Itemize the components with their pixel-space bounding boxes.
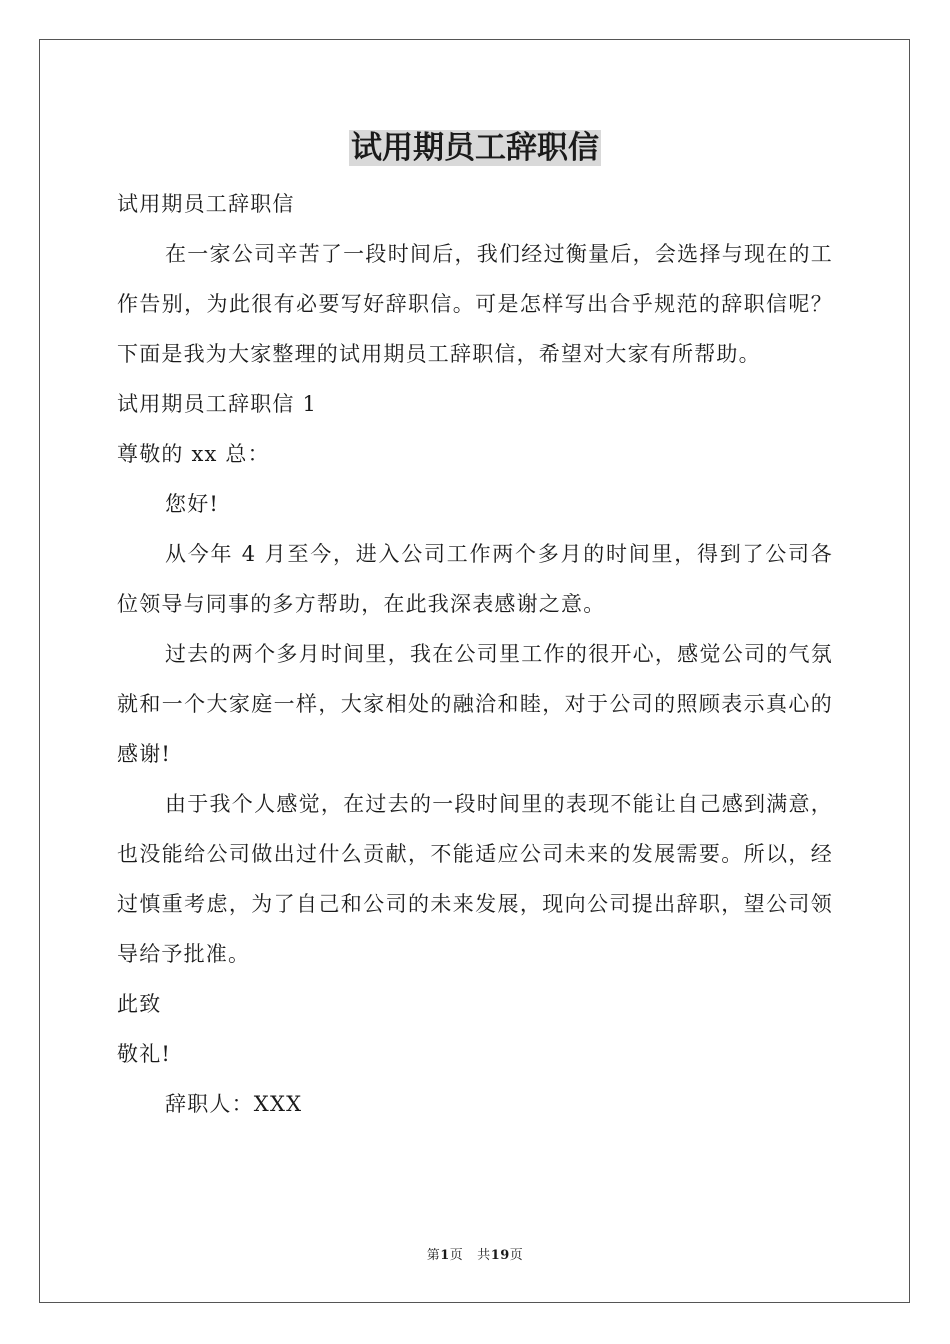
footer-total-pages: 19 [490, 1248, 510, 1263]
paragraph-body-3: 由于我个人感觉，在过去的一段时间里的表现不能让自己感到满意，也没能给公司做出过什么贡献，不能适应公司未来的发展需要。所以，经过慎重考虑，为了自己和公司的未来发展，现向公司提出辞职，望公司领导给予批准。 [117, 792, 833, 966]
document-title [0, 126, 950, 170]
page-footer [0, 1246, 950, 1266]
paragraph-regards: 敬礼! [117, 1042, 172, 1066]
document-title-text: 试用期员工辞职信 [351, 130, 599, 166]
footer-page-suffix: 页 [449, 1248, 464, 1263]
paragraph-body-1: 从今年 4 月至今，进入公司工作两个多月的时间里，得到了公司各位领导与同事的多方帮助，在此我深表感谢之意。 [117, 542, 833, 616]
paragraph-closing: 此致 [117, 992, 162, 1016]
footer-total-prefix: 共 [477, 1248, 491, 1263]
paragraph-salutation: 尊敬的 xx 总： [117, 442, 270, 466]
footer-page-prefix: 第 [426, 1248, 441, 1263]
document-body [117, 179, 833, 1129]
paragraph-greeting: 您好! [165, 492, 220, 516]
paragraph-body-2: 过去的两个多月时间里，我在公司里工作的很开心，感觉公司的气氛就和一个大家庭一样，大家相处的融洽和睦，对于公司的照顾表示真心的感谢! [117, 642, 833, 766]
paragraph-signature: 辞职人：XXX [165, 1092, 303, 1116]
footer-page-number: 1 [440, 1248, 450, 1263]
paragraph-intro: 在一家公司辛苦了一段时间后，我们经过衡量后，会选择与现在的工作告别，为此很有必要写好辞职信。可是怎样写出合乎规范的辞职信呢？下面是我为大家整理的试用期员工辞职信，希望对大家有所帮助。 [117, 242, 833, 366]
footer-total-suffix: 页 [509, 1248, 524, 1263]
paragraph-subtitle: 试用期员工辞职信 [117, 192, 295, 216]
paragraph-letter-heading: 试用期员工辞职信 1 [117, 392, 318, 416]
